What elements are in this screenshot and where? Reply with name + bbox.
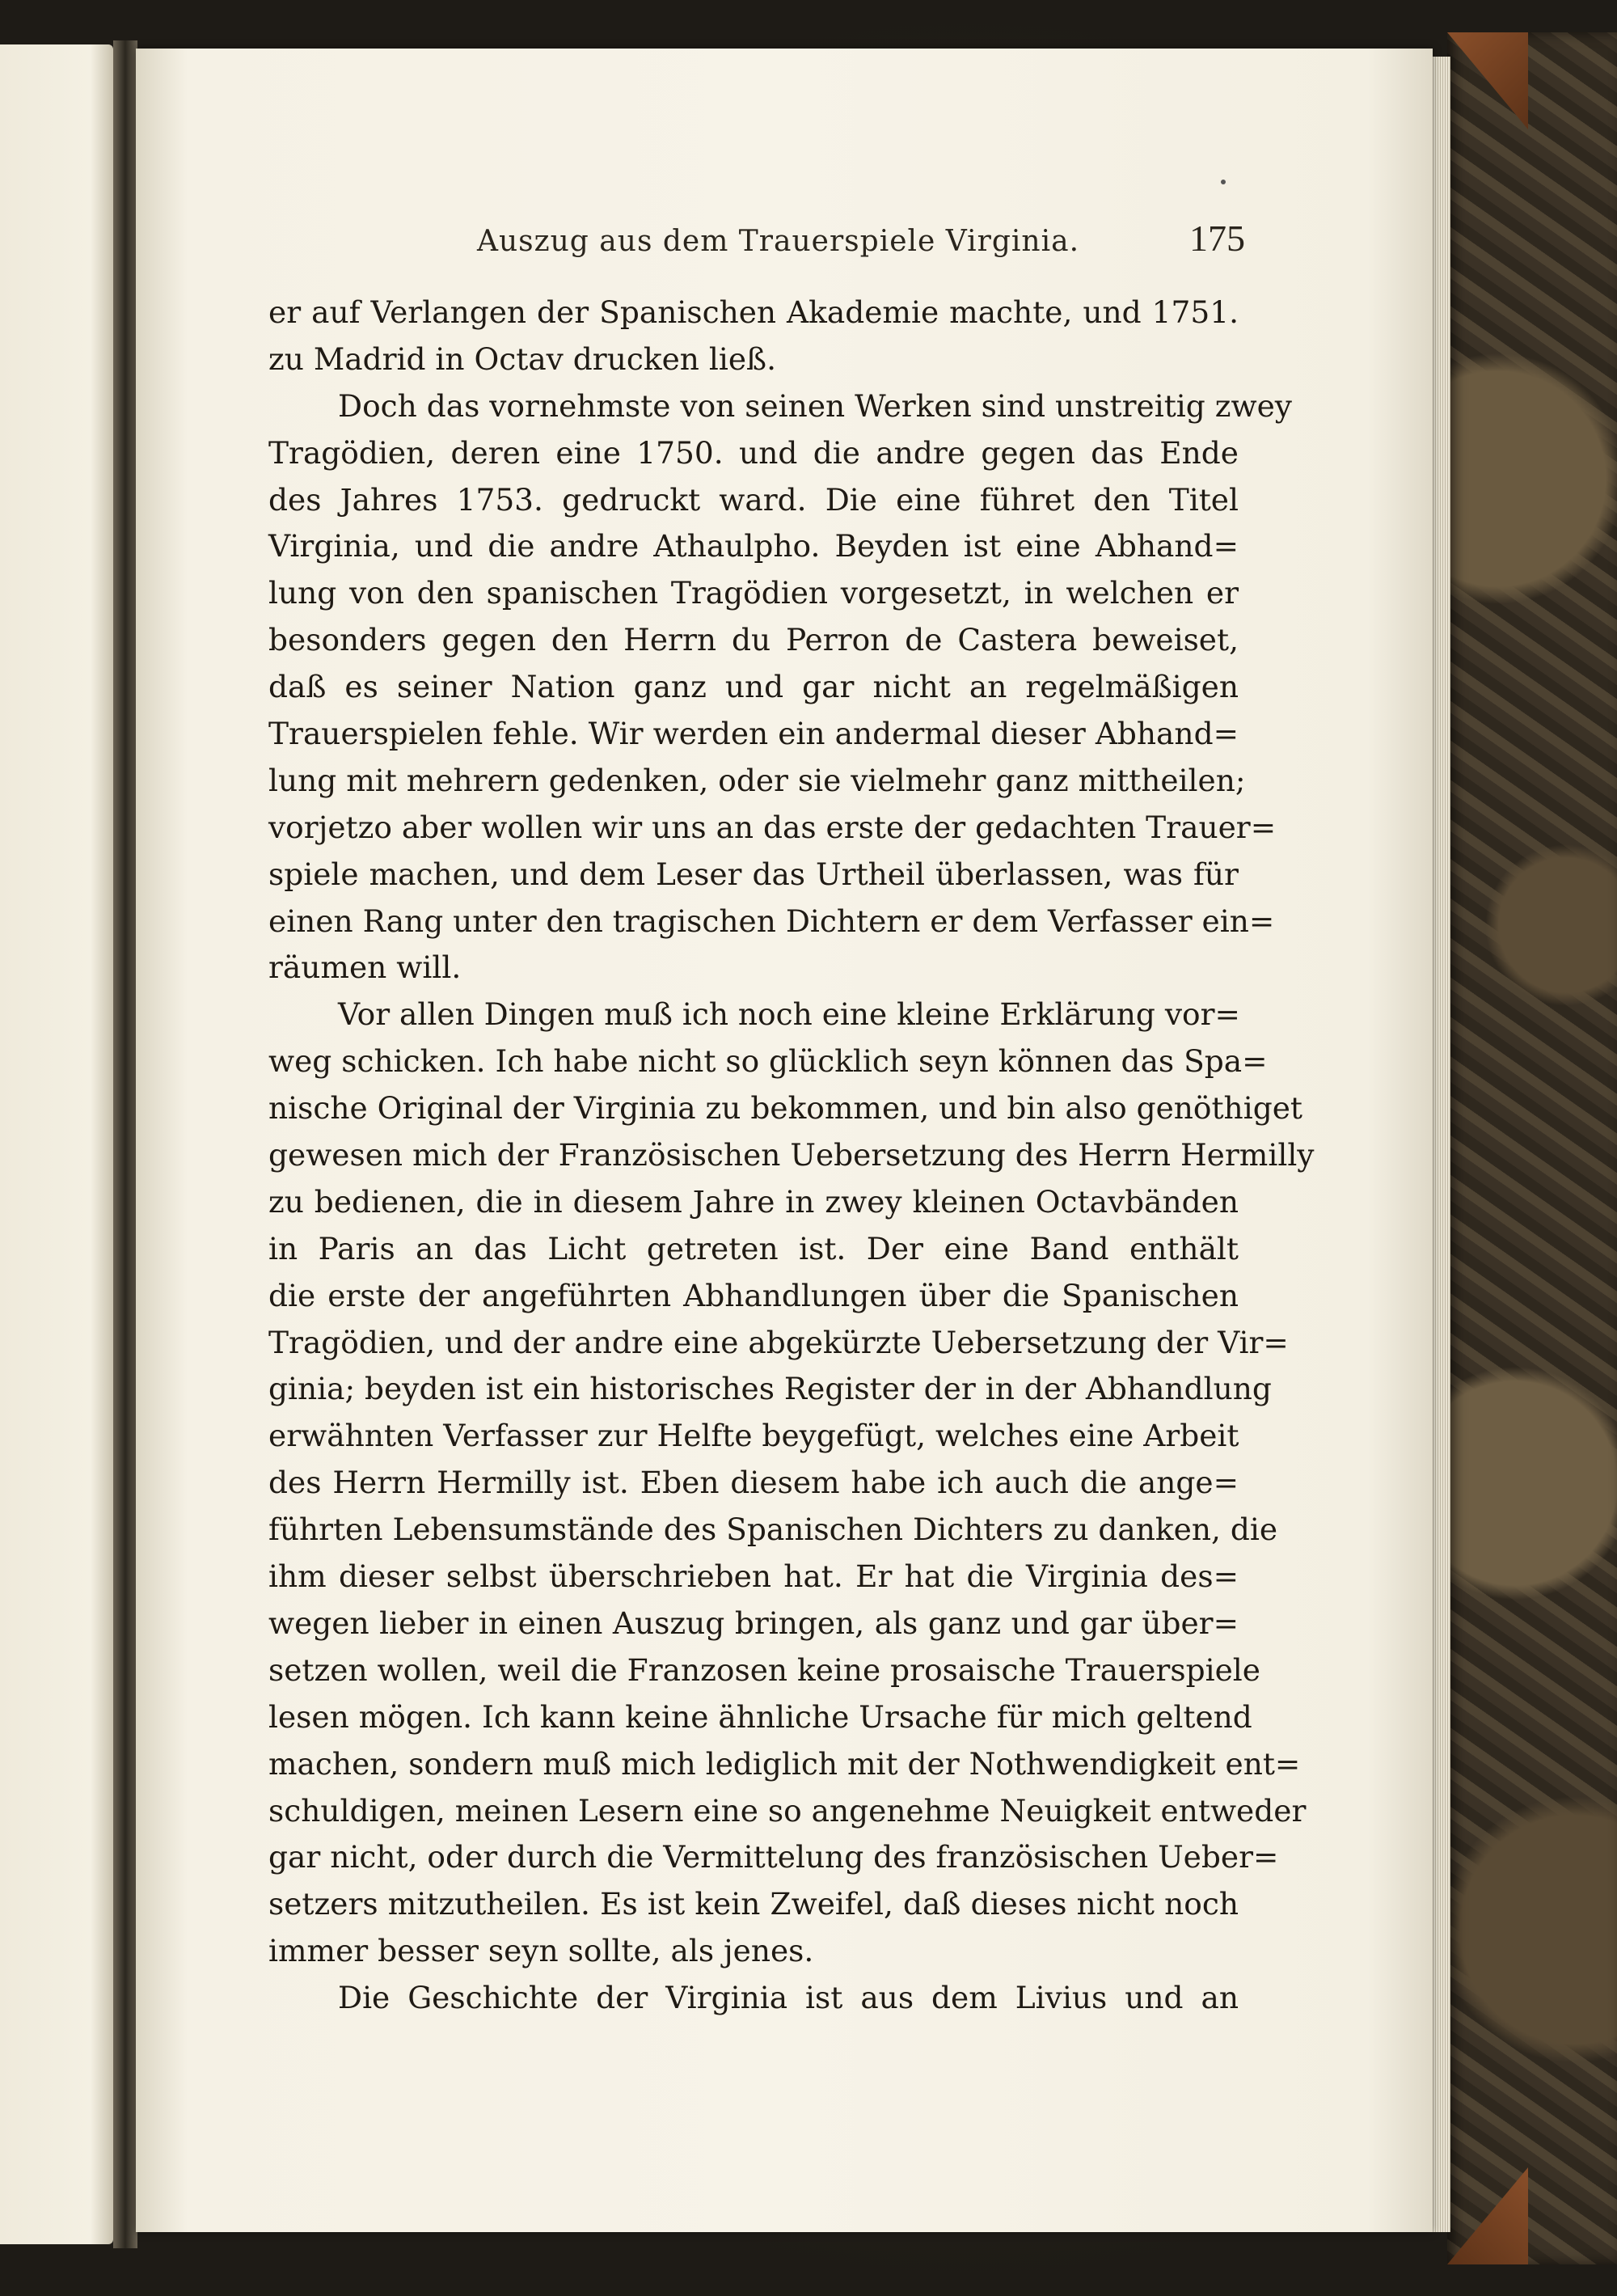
text-line: in Paris an das Licht getreten ist. Der eine Band enthält xyxy=(268,1230,1239,1266)
text-line: des Herrn Hermilly ist. Eben diesem habe ich auch die ange= xyxy=(268,1465,1239,1501)
page-number: 175 xyxy=(1189,218,1245,259)
body-text xyxy=(268,290,1315,2022)
text-line: Virginia, und die andre Athaulpho. Beyden ist eine Abhand= xyxy=(268,528,1239,564)
text-line: Vor allen Dingen muß ich noch eine kleine Erklärung vor= xyxy=(338,996,1240,1033)
text-line: zu Madrid in Octav drucken ließ. xyxy=(268,340,776,377)
text-line: weg schicken. Ich habe nicht so glücklich seyn können das Spa= xyxy=(268,1043,1268,1080)
text-line: wegen lieber in einen Auszug bringen, als ganz und gar über= xyxy=(268,1605,1239,1641)
text-line: lung von den spanischen Tragödien vorgesetzt, in welchen er xyxy=(268,575,1239,611)
text-line: schuldigen, meinen Lesern eine so angenehme Neuigkeit entweder xyxy=(268,1792,1307,1829)
text-line: Tragödien, und der andre eine abgekürzte Uebersetzung der Vir= xyxy=(268,1324,1289,1360)
marbled-cover-board xyxy=(1447,32,1617,2264)
text-line: Tragödien, deren eine 1750. und die andre gegen das Ende xyxy=(268,434,1239,471)
text-line: spiele machen, und dem Leser das Urtheil überlassen, was für xyxy=(268,856,1239,892)
running-title: Auszug aus dem Trauerspiele Virginia. xyxy=(477,225,1080,258)
text-line: räumen will. xyxy=(268,949,462,986)
text-line: erwähnten Verfasser zur Helfte beygefügt, welches eine Arbeit xyxy=(268,1418,1239,1454)
text-line: Doch das vornehmste von seinen Werken sind unstreitig zwey xyxy=(338,387,1292,424)
text-line: zu bedienen, die in diesem Jahre in zwey kleinen Octavbänden xyxy=(268,1183,1239,1220)
text-line: ginia; beyden ist ein historisches Register der in der Abhandlung xyxy=(268,1371,1272,1407)
running-head xyxy=(477,217,1245,265)
book-gutter xyxy=(113,40,137,2248)
page-edges xyxy=(1431,57,1450,2232)
text-line: setzers mitzutheilen. Es ist kein Zweifel, daß dieses nicht noch xyxy=(268,1886,1239,1922)
text-line: ihm dieser selbst überschrieben hat. Er hat die Virginia des= xyxy=(268,1558,1239,1595)
text-line: immer besser seyn sollte, als jenes. xyxy=(268,1933,814,1969)
text-line: setzen wollen, weil die Franzosen keine prosaische Trauerspiele xyxy=(268,1651,1260,1688)
text-line: vorjetzo aber wollen wir uns an das erste der gedachten Trauer= xyxy=(268,809,1277,845)
text-line: besonders gegen den Herrn du Perron de Castera beweiset, xyxy=(268,622,1239,658)
text-line: einen Rang unter den tragischen Dichtern er dem Verfasser ein= xyxy=(268,903,1275,939)
text-line: gar nicht, oder durch die Vermittelung des französischen Ueber= xyxy=(268,1839,1279,1875)
text-line: lung mit mehrern gedenken, oder sie vielmehr ganz mittheilen; xyxy=(268,762,1246,798)
text-line: die erste der angeführten Abhandlungen über die Spanischen xyxy=(268,1277,1239,1313)
text-line: machen, sondern muß mich lediglich mit der Nothwendigkeit ent= xyxy=(268,1745,1301,1782)
text-line: Die Geschichte der Virginia ist aus dem Livius und an xyxy=(338,1980,1239,2016)
text-line: gewesen mich der Französischen Uebersetzung des Herrn Hermilly xyxy=(268,1137,1315,1173)
text-line: lesen mögen. Ich kann keine ähnliche Ursache für mich geltend xyxy=(268,1698,1252,1735)
text-line: daß es seiner Nation ganz und gar nicht an regelmäßigen xyxy=(268,669,1239,705)
text-line: Trauerspielen fehle. Wir werden ein andermal dieser Abhand= xyxy=(268,716,1239,752)
left-facing-page xyxy=(0,44,113,2244)
text-line: des Jahres 1753. gedruckt ward. Die eine führet den Titel xyxy=(268,481,1239,518)
text-line: führten Lebensumstände des Spanischen Dichters zu danken, die xyxy=(268,1512,1278,1548)
ink-speck xyxy=(1221,180,1226,184)
text-line: er auf Verlangen der Spanischen Akademie machte, und 1751. xyxy=(268,294,1239,330)
text-line: nische Original der Virginia zu bekommen, und bin also genöthiget xyxy=(268,1090,1302,1127)
